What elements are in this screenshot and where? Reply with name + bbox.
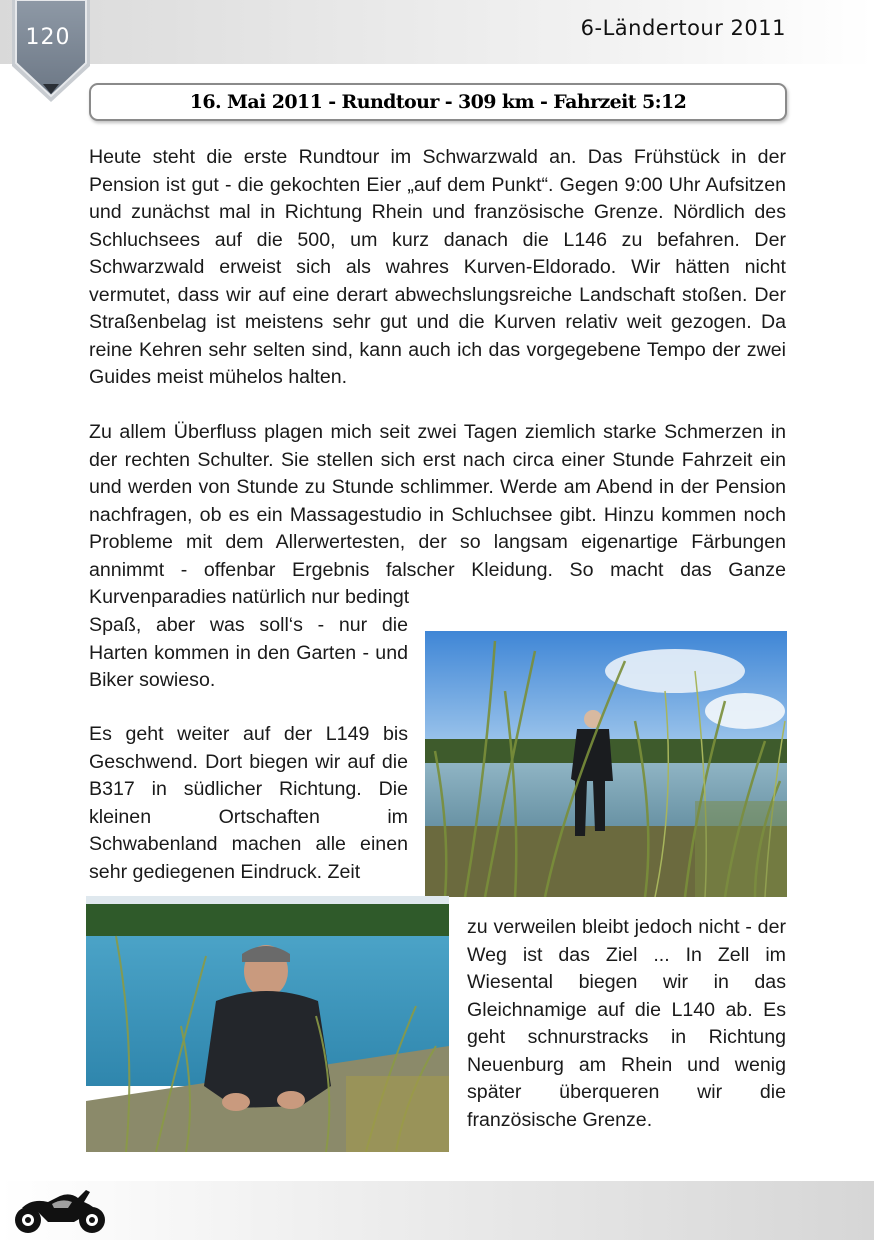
page-number-tab bbox=[10, 0, 92, 104]
paragraph: Es geht weiter auf der L149 bis Geschwend. Dort biegen wir auf die B317 in südlicher Richtung. Die kleinen Ortschaften im Schwabenland machen alle einen sehr gediegenen Eindruck. Zeit bbox=[89, 723, 408, 883]
paragraph: Heute steht die erste Rundtour im Schwarzwald an. Das Frühstück in der Pension ist gut - die gekochten Eier „auf dem Punkt“. Gegen 9:00 Uhr Aufsitzen und zunächst mal in Richtung Rhein und französische Grenze. Nördlich des Schluchsees auf die 500, um kurz danach die L146 zu befahren. Der Schwarzwald erweist sich als wahres Kurven-Eldorado. Wir hätten nicht vermutet, dass wir auf eine derart abwechslungsreiche Landschaft stoßen. Der Straßenbelag ist meistens sehr gut und die Kurven relativ weit gezogen. Da reine Kehren sehr selten sind, kann auch ich das vorgegebene Tempo der zwei Guides meist mühelos halten. bbox=[89, 146, 786, 388]
running-title: 6-Ländertour 2011 bbox=[580, 16, 786, 40]
page-number: 120 bbox=[25, 25, 71, 50]
photo-rider-crouching-by-river bbox=[86, 896, 449, 1152]
motorcycle-icon bbox=[8, 1186, 110, 1236]
paragraph: Zu allem Überfluss plagen mich seit zwei Tagen ziemlich starke Schmerzen in der rechten Schulter. Sie stellen sich erst nach circa einer Stunde Fahrzeit ein und werden von Stunde zu Stunde schlimmer. Werde am Abend in der Pension nachfragen, ob es ein Massagestudio in Schluchsee gibt. Hinzu kommen noch Probleme mit dem Allerwertesten, der so langsam eigenartige Färbungen annimmt - offenbar Ergebnis falscher Kleidung. So macht das Ganze Kurvenparadies natürlich nur bedingt bbox=[89, 421, 786, 608]
section-title: 16. Mai 2011 - Rundtour - 309 km - Fahrzeit 5:12 bbox=[189, 91, 687, 113]
photo-rider-standing-by-river bbox=[425, 631, 787, 897]
footer-bar bbox=[0, 1181, 874, 1240]
paragraph: zu verweilen bleibt jedoch nicht - der Weg ist das Ziel ... In Zell im Wiesental biegen wir in das Gleichnamige auf die L140 ab. Es geht schnurstracks in Richtung Neuenburg am Rhein und wenig später überqueren wir die französische Grenze. bbox=[467, 916, 786, 1131]
section-title-box bbox=[89, 83, 787, 121]
paragraph: Spaß, aber was soll‘s - nur die Harten kommen in den Garten - und Biker sowieso. bbox=[89, 614, 408, 691]
